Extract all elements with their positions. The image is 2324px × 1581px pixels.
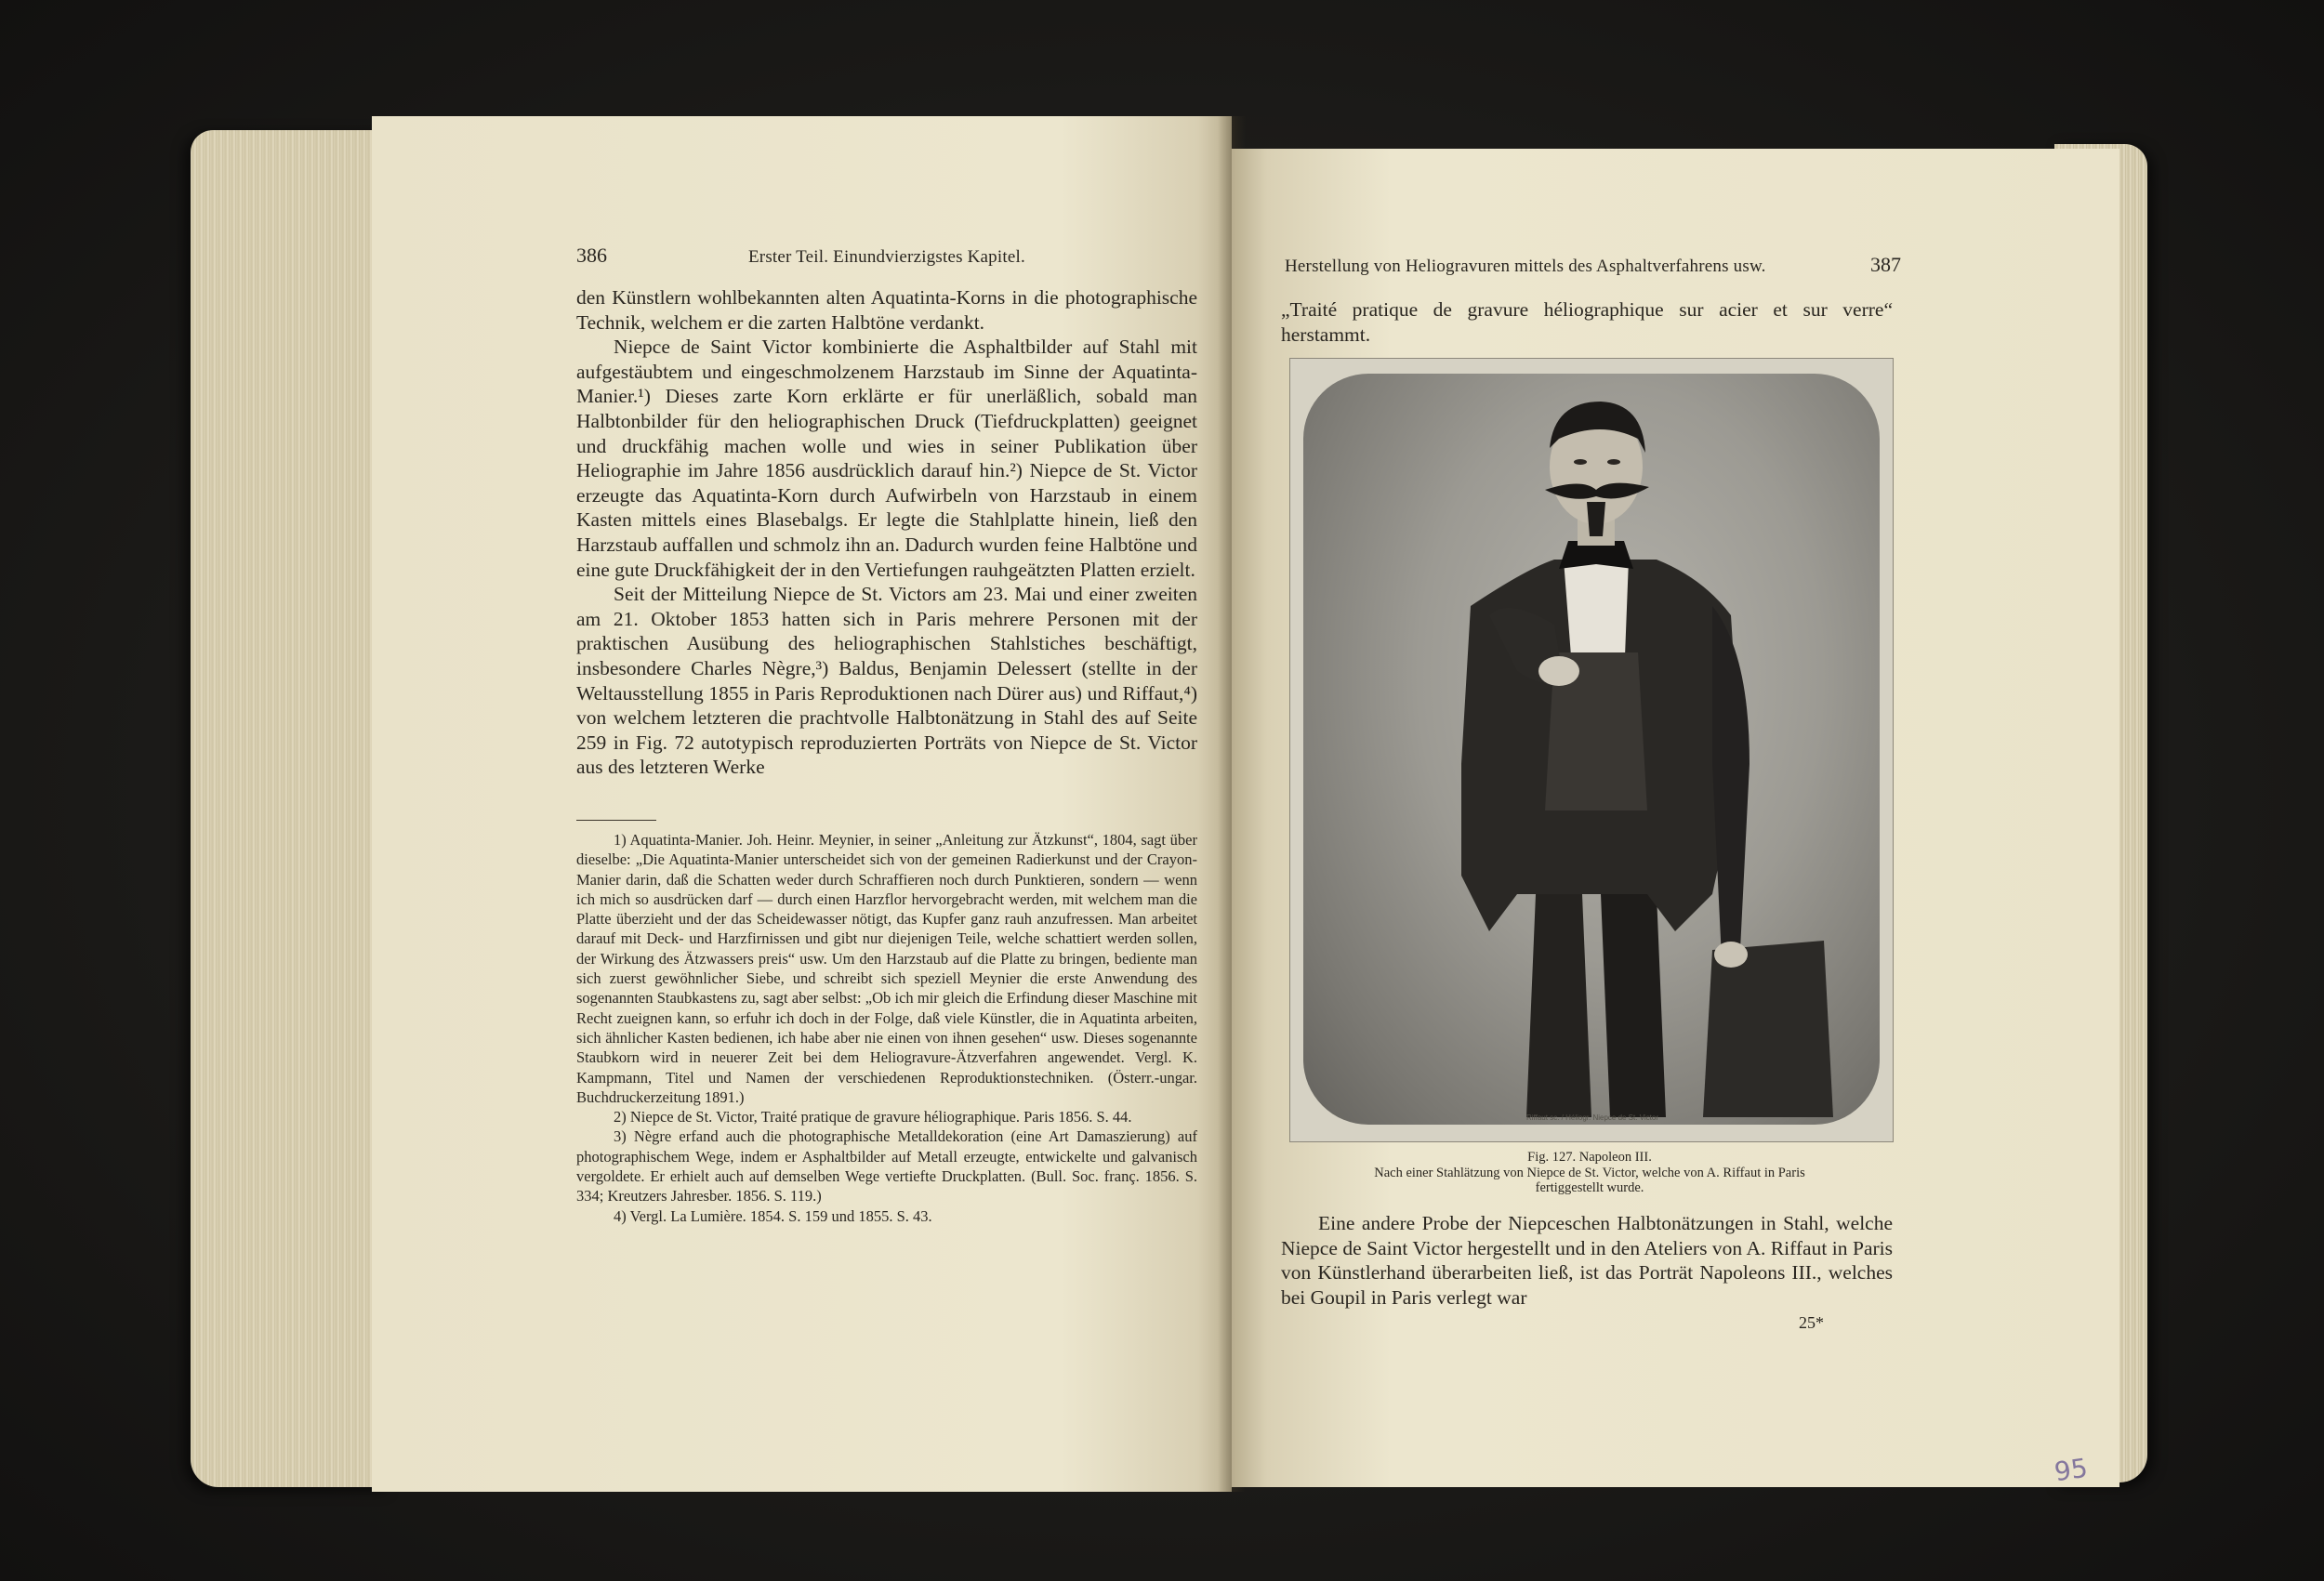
plate-inscription: Riffaut sc. / Héliogr. Niepce de St. Victor — [1526, 1113, 1658, 1122]
caption-line-2: fertiggestellt wurde. — [1535, 1180, 1644, 1195]
portrait-figure — [1289, 358, 1894, 1142]
left-running-head: Erster Teil. Einundvierzigstes Kapitel. — [748, 247, 1025, 267]
left-paragraph-3: Seit der Mitteilung Niepce de St. Victors am 23. Mai und einer zweiten am 21. Oktober 1853 hatten sich in Paris mehrere Personen mit der praktischen Ausübung des heliographischen Stahlstiches beschäftigt, insbesondere Charles Nègre,³) Baldus, Benjamin Delessert (stellte in der Weltausstellung 1855 in Paris Reproduktionen nach Dürer aus) und Riffaut,⁴) von welchem letzteren die prachtvolle Halbtonätzung in Stahl des auf Seite 259 in Fig. 72 autotypisch reproduzierten Porträts von Niepce de St. Victor aus des letzteren Werke — [576, 583, 1197, 779]
margin-annotation: 95 — [2052, 1452, 2090, 1488]
footnote-rule — [576, 820, 656, 821]
footnote-2: 2) Niepce de St. Victor, Traité pratique de gravure héliographique. Paris 1856. S. 44. — [614, 1108, 1132, 1126]
right-top-paragraph: „Traité pratique de gravure héliographique sur acier et sur verre“ herstammt. — [1281, 298, 1893, 346]
right-bottom-paragraph: Eine andere Probe der Niepceschen Halbtonätzungen in Stahl, welche Niepce de Saint Victor hergestellt und in den Ateliers von A. Riffaut in Paris von Künstlerhand überarbeiten ließ, ist das Porträt Napoleons III., welches bei Goupil in Paris verlegt war — [1281, 1212, 1893, 1309]
left-paragraph-2: Niepce de Saint Victor kombinierte die Asphaltbilder auf Stahl mit aufgestäubtem und eingeschmolzenem Harzstaub im Sinne der Aquatinta-Manier.¹) Dieses zarte Korn erklärte er für unerläßlich, sobald man Halbtonbilder für den heliographischen Druck (Tiefdruckplatten) geeignet und druckfähig machen wolle und wies in seiner Publikation über Heliographie im Jahre 1856 ausdrücklich darauf hin.²) Niepce de St. Victor erzeugte das Aquatinta-Korn durch Aufwirbeln von Harzstaub in einem Kasten mittels eines Blasebalgs. Er legte die Stahlplatte hinein, ließ den Harzstaub auffallen und schmolz ihn an. Dadurch wurden feine Halbtöne und eine gute Druckfähigkeit der in den Vertiefungen rauhgeätzten Platten erzielt. — [576, 336, 1197, 581]
footnote-3: 3) Nègre erfand auch die photographische Metalldekoration (eine Art Damaszierung) auf photographischem Wege, indem er Asphaltbilder auf Metall erzeugte, entwickelte und galvanisch vergoldete. Er erhielt auch auf demselben Wege vertiefte Druckplatten. (Bull. Soc. franç. 1856. S. 334; Kreutzers Jahresber. 1856. S. 119.) — [576, 1127, 1197, 1206]
right-bottom-text — [1281, 1211, 1893, 1310]
right-running-head: Herstellung von Heliogravuren mittels des Asphaltverfahrens usw. — [1285, 257, 1766, 276]
signature-mark: 25* — [1799, 1313, 1824, 1332]
left-footnotes — [576, 830, 1197, 1226]
footnote-1: 1) Aquatinta-Manier. Joh. Heinr. Meynier, in seiner „Anleitung zur Ätzkunst“, 1804, sagt über dieselbe: „Die Aquatinta-Manier unterscheidet sich von der gemeinen Radierkunst und der Crayon-Manier darin, daß die Schatten weder durch Schraffieren noch durch Punktieren, sondern — wenn ich mich so ausdrücken darf — durch einen Harzflor hervorgebracht werden, mit welchem man die Platte überzieht und der das Scheidewasser nötigt, das Kupfer ganz rauh anzufressen. Man arbeitet darauf mit Deck- und Harzfirnissen und gibt nur diejenigen Teile, welche schattiert werden sollen, der Wirkung des Ätzwassers preis“ usw. Um den Harzstaub auf die Platte zu bringen, bediente man sich zuerst gewöhnlicher Siebe, und schreibt sich speziell Meynier die erste Anwendung des sogenannten Staubkastens zu, sagt aber selbst: „Ob ich mir gleich die Erfindung dieser Maschine mit Recht zueignen kann, so erfuhr ich doch in der Folge, daß viele Künstler, die in Aquatinta arbeiten, sich ähnlicher Kasten bedienen, ich habe aber nie einen von ihnen gesehen“ usw. Dieses sogenannte Staubkorn wird in neuerer Zeit bei dem Heliogravure-Ätzverfahren angewendet. Vergl. K. Kampmann, Titel und Namen der verschiedenen Reproduktionstechniken. (Österr.-ungar. Buchdruckerzeitung 1891.) — [576, 831, 1197, 1106]
left-body-text — [576, 285, 1197, 780]
left-page-number: 386 — [576, 244, 607, 267]
right-top-text — [1281, 297, 1893, 347]
left-page-edges — [191, 130, 390, 1487]
right-page-number: 387 — [1870, 253, 1901, 276]
caption-title: Fig. 127. Napoleon III. — [1527, 1150, 1652, 1165]
footnote-4: 4) Vergl. La Lumière. 1854. S. 159 und 1855. S. 43. — [614, 1206, 932, 1225]
left-paragraph-1: den Künstlern wohlbekannten alten Aquatinta-Korns in die photographische Technik, welchem er die zarten Halbtöne verdankt. — [576, 286, 1197, 334]
portrait-image — [1303, 374, 1880, 1125]
caption-line-1: Nach einer Stahlätzung von Niepce de St. Victor, welche von A. Riffaut in Paris — [1374, 1165, 1805, 1180]
figure-caption — [1283, 1150, 1896, 1196]
